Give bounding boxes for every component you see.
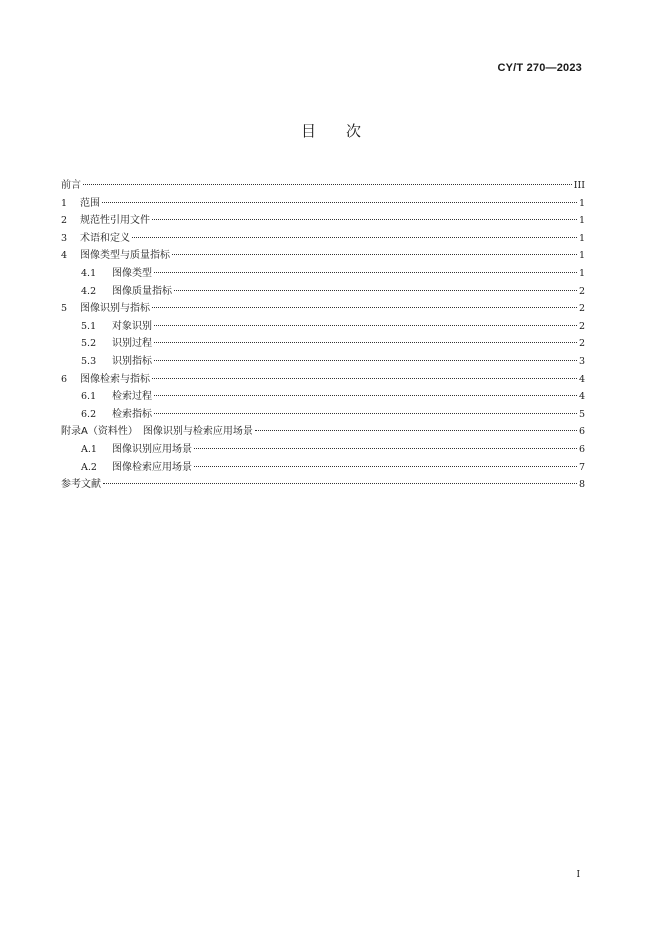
toc-entry[interactable] <box>61 423 585 441</box>
toc-entry-page: 1 <box>578 232 585 244</box>
toc-entry-number: 6.1 <box>81 391 97 403</box>
toc-entry-label: 识别指标 <box>112 355 152 367</box>
toc-entry[interactable] <box>61 177 585 195</box>
toc-entry-page: 6 <box>578 426 585 438</box>
toc-entry[interactable] <box>61 230 585 248</box>
toc-entry-label: 前言 <box>61 180 81 191</box>
toc-entry-label: 检索指标 <box>112 408 152 420</box>
toc-entry-label: 图像质量指标 <box>112 285 172 297</box>
toc-entry-page: 2 <box>578 285 585 297</box>
toc-entry-page: 3 <box>578 355 585 367</box>
toc-entry-page: 4 <box>578 391 585 403</box>
toc-dot-leader <box>174 290 577 291</box>
toc-entry[interactable] <box>61 212 585 230</box>
toc-entry[interactable] <box>61 335 585 353</box>
toc-dot-leader <box>152 378 577 379</box>
toc-entry[interactable] <box>61 441 585 459</box>
toc-entry-label: 图像识别应用场景 <box>112 443 192 455</box>
toc-entry-page: 4 <box>578 373 585 385</box>
toc-entry-label: 术语和定义 <box>80 232 130 244</box>
toc-dot-leader <box>102 202 577 203</box>
toc-entry-number: 5 <box>61 303 68 315</box>
toc-entry-number: 1 <box>61 197 68 209</box>
toc-entry-page: 6 <box>578 443 585 455</box>
toc-entry-page: 1 <box>578 197 585 209</box>
toc-dot-leader <box>152 307 577 308</box>
toc-entry-number: A.2 <box>81 461 97 473</box>
toc-entry-number: 4 <box>61 250 68 262</box>
toc-title <box>0 120 662 141</box>
toc-entry-number: 5.2 <box>81 338 97 350</box>
toc-dot-leader <box>172 254 577 255</box>
toc-entry-number: 4.1 <box>81 267 97 279</box>
toc-entry-page: 8 <box>578 479 585 491</box>
toc-dot-leader <box>194 448 577 449</box>
toc-entry-number: 3 <box>61 232 68 244</box>
toc-entry-label: 参考文献 <box>61 479 101 491</box>
toc-entry[interactable] <box>61 247 585 265</box>
toc-entry[interactable] <box>61 265 585 283</box>
toc-entry-number: 5.1 <box>81 320 97 332</box>
toc-entry[interactable] <box>61 195 585 213</box>
toc-dot-leader <box>154 272 577 273</box>
toc-entry-label: 图像类型与质量指标 <box>80 250 170 262</box>
table-of-contents <box>61 177 585 494</box>
toc-entry[interactable] <box>61 388 585 406</box>
toc-entry-label: 图像识别与指标 <box>80 303 150 315</box>
toc-dot-leader <box>83 184 572 185</box>
toc-dot-leader <box>154 413 577 414</box>
toc-dot-leader <box>154 325 577 326</box>
toc-dot-leader <box>103 483 577 484</box>
toc-entry-page: 1 <box>578 250 585 262</box>
toc-entry-label: 范围 <box>80 197 100 209</box>
toc-dot-leader <box>132 237 577 238</box>
toc-entry[interactable] <box>61 283 585 301</box>
toc-entry-label: 识别过程 <box>112 338 152 350</box>
document-code: CY/T 270—2023 <box>497 62 582 74</box>
toc-title-left: 目 <box>300 122 316 140</box>
toc-entry-page: 1 <box>578 267 585 279</box>
toc-dot-leader <box>154 342 577 343</box>
toc-entry-page: 5 <box>578 408 585 420</box>
toc-entry-number: 2 <box>61 215 68 227</box>
toc-entry[interactable] <box>61 353 585 371</box>
toc-dot-leader <box>154 395 577 396</box>
toc-title-right: 次 <box>346 122 362 140</box>
toc-entry-label: 图像检索应用场景 <box>112 461 192 473</box>
toc-entry-label: 图像类型 <box>112 267 152 279</box>
page-number: I <box>576 870 580 880</box>
toc-entry-number: 6.2 <box>81 408 97 420</box>
toc-dot-leader <box>152 219 577 220</box>
toc-entry-label: 检索过程 <box>112 391 152 403</box>
toc-entry-label: 规范性引用文件 <box>80 215 150 227</box>
toc-entry[interactable] <box>61 318 585 336</box>
toc-entry[interactable] <box>61 406 585 424</box>
toc-dot-leader <box>154 360 577 361</box>
toc-entry-number: 4.2 <box>81 285 97 297</box>
toc-entry-number: 5.3 <box>81 355 97 367</box>
toc-entry-page: III <box>573 180 585 191</box>
toc-entry[interactable] <box>61 459 585 477</box>
toc-entry[interactable] <box>61 476 585 494</box>
toc-entry-label: 图像检索与指标 <box>80 373 150 385</box>
toc-entry-page: 1 <box>578 215 585 227</box>
toc-entry-page: 2 <box>578 320 585 332</box>
toc-entry-number: 6 <box>61 373 68 385</box>
toc-entry-page: 2 <box>578 303 585 315</box>
toc-entry-page: 7 <box>578 461 585 473</box>
toc-entry-page: 2 <box>578 338 585 350</box>
toc-entry-label: 对象识别 <box>112 320 152 332</box>
toc-entry[interactable] <box>61 371 585 389</box>
toc-entry[interactable] <box>61 300 585 318</box>
toc-dot-leader <box>194 466 577 467</box>
toc-dot-leader <box>255 430 577 431</box>
toc-entry-label: 附录A（资料性） 图像识别与检索应用场景 <box>61 426 253 438</box>
toc-entry-number: A.1 <box>81 443 97 455</box>
